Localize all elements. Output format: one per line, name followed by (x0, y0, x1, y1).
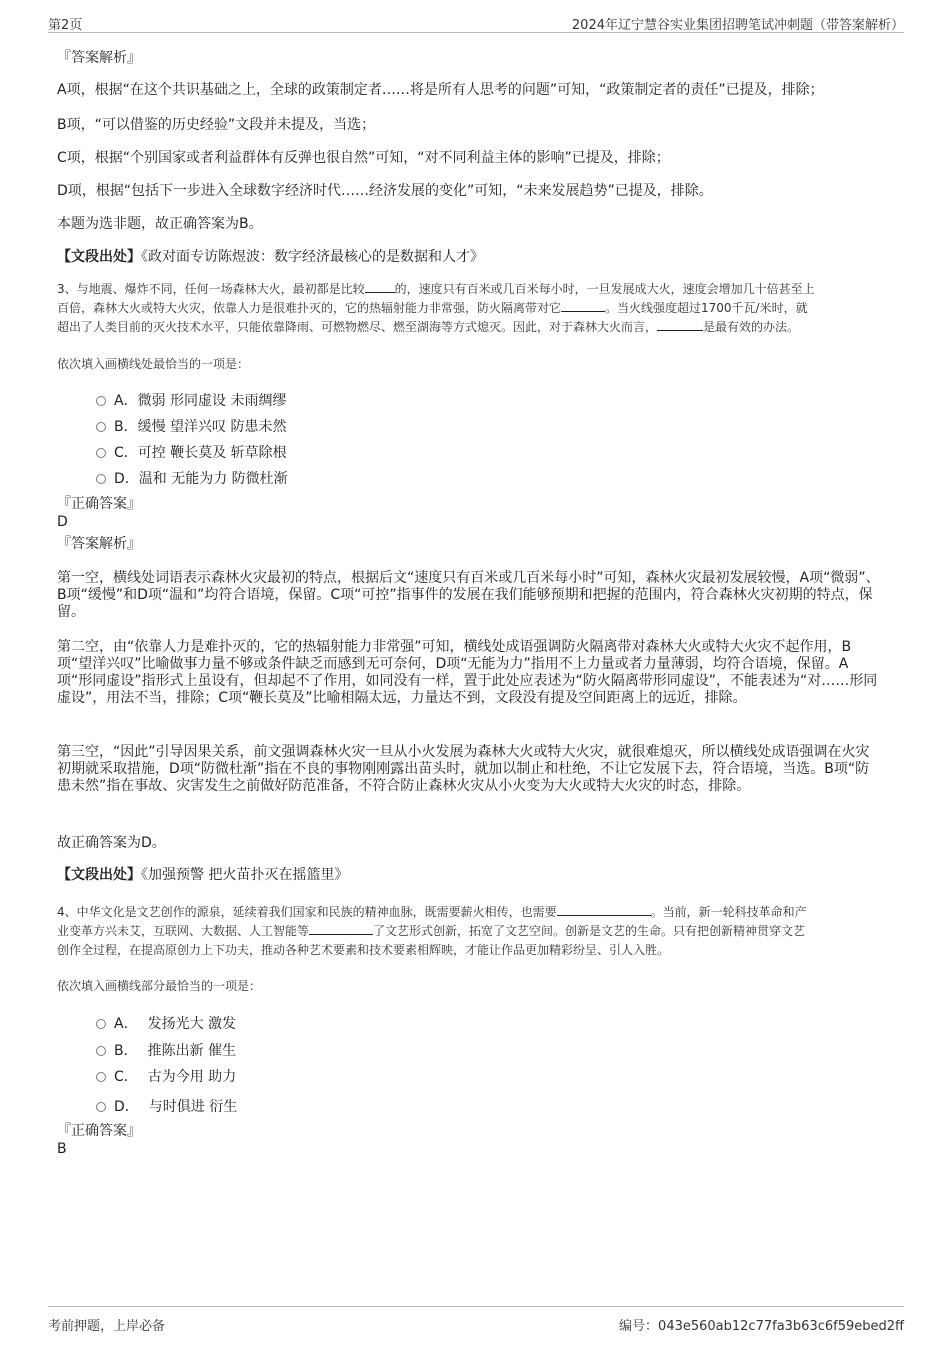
option-text: 可控 鞭长莫及 斩草除根 (137, 445, 287, 461)
option-letter: B． (114, 419, 138, 435)
q3-answer-label: 『正确答案』 (57, 496, 141, 512)
footer-slogan: 考前押题，上岸必备 (48, 1319, 166, 1334)
q3-option-c[interactable] (96, 442, 287, 462)
q4-stem-part: 创作全过程，在提高原创力上下功夫，推动各种艺术要素和技术要素相辉映，才能让作品更加精彩纷呈、引人入胜。 (57, 943, 670, 957)
q4-option-a[interactable] (96, 1013, 236, 1033)
q3-stem (57, 280, 897, 337)
option-letter: D． (114, 471, 139, 487)
q3-analysis-para-2: 第二空，由“依靠人力是难扑灭的，它的热辐射能力非常强”可知，横线处成语强调防火隔离带对森林大火或特大火灾不起作用，B项“望洋兴叹”比喻做事力量不够或条件缺乏而感到无可奈何，D项“无能为力”指用不上力量或者力量薄弱，均符合语境，保留。A项“形同虚设”指形式上虽设有，但却起不了作用，如同没有一样，置于此处应表述为“防火隔离带形同虚设”，不能表述为“对……形同虚设”，用法不当，排除；C项“鞭长莫及”比喻相隔太远，力量达不到，文段没有提及空间距离上的远近，排除。 (57, 639, 878, 706)
q2-analysis-line-a: A项，根据“在这个共识基础之上，全球的政策制定者……将是所有人思考的问题”可知，“政策制定者的责任”已提及，排除； (57, 82, 824, 98)
option-letter: D． (114, 1099, 139, 1115)
q3-stem-part: 百倍，森林大火或特大火灾，依靠人力是很难扑灭的，它的热辐射能力非常强，防火隔离带对它 (57, 301, 562, 315)
document-title: 2024年辽宁慧谷实业集团招聘笔试冲刺题（带答案解析） (571, 18, 904, 33)
radio-icon[interactable] (96, 1019, 106, 1029)
q3-blank-1 (365, 280, 395, 293)
q4-option-c[interactable] (96, 1066, 236, 1086)
q3-option-d[interactable] (96, 468, 288, 488)
q4-stem (57, 903, 897, 960)
q2-source-text: 《政对面专访陈煜波：数字经济最核心的是数据和人才》 (141, 249, 484, 265)
q3-analysis-para-1: 第一空，横线处词语表示森林火灾最初的特点，根据后文“速度只有百米或几百米每小时”可知，森林火灾最初发展较慢，A项“微弱”、B项“缓慢”和D项“温和”均符合语境，保留。C项“可控”指事件的发展在我们能够预期和把握的范围内，符合森林火灾初期的特点，保留。 (57, 570, 880, 620)
q3-blank-3 (657, 318, 703, 331)
radio-icon[interactable] (96, 1046, 106, 1056)
option-letter: A． (114, 393, 138, 409)
q3-stem-part: 3、与地震、爆炸不同，任何一场森林大火，最初都是比较 (57, 282, 365, 296)
option-text: 缓慢 望洋兴叹 防患未然 (137, 419, 287, 435)
q4-blank-2 (309, 922, 373, 935)
q2-conclusion: 本题为选非题，故正确答案为B。 (57, 216, 263, 232)
option-text: 与时俱进 衍生 (148, 1099, 238, 1115)
q2-analysis-line-b: B项，“可以借鉴的历史经验”文段并未提及，当选； (57, 117, 376, 133)
q3-source-text: 《加强预警 把火苗扑灭在摇篮里》 (141, 867, 349, 883)
q2-analysis-label: 『答案解析』 (57, 50, 141, 66)
q3-option-a[interactable] (96, 390, 286, 410)
option-text: 古为今用 助力 (147, 1069, 237, 1085)
q2-source (57, 249, 484, 266)
option-text: 微弱 形同虚设 未雨绸缪 (137, 393, 287, 409)
q2-analysis-line-d: D项，根据“包括下一步进入全球数字经济时代……经济发展的变化”可知，“未来发展趋势”已提及，排除。 (57, 183, 713, 199)
radio-icon[interactable] (96, 448, 106, 458)
q4-instruction: 依次填入画横线部分最恰当的一项是： (57, 979, 262, 993)
q3-answer: D (57, 514, 68, 530)
q4-answer-label: 『正确答案』 (57, 1123, 141, 1139)
radio-icon[interactable] (96, 1102, 106, 1112)
page-number: 第2页 (48, 18, 83, 33)
q3-instruction: 依次填入画横线处最恰当的一项是： (57, 357, 250, 371)
footer-code-value: 043e560ab12c77fa3b63c6f59ebed2ff (658, 1319, 904, 1334)
page-footer (48, 1306, 904, 1337)
q3-stem-part: 超出了人类目前的灭火技术水平，只能依靠降雨、可燃物燃尽、燃至湖海等方式熄灭。因此，对于森林大火而言， (57, 320, 658, 334)
q3-stem-part: 。当火线强度超过1700千瓦/米时，就 (605, 301, 808, 315)
option-letter: B． (114, 1043, 138, 1059)
q2-analysis-line-c: C项，根据“个别国家或者利益群体有反弹也很自然”可知，“对不同利益主体的影响”已提及，排除； (57, 150, 670, 166)
q4-option-d[interactable] (96, 1096, 237, 1116)
page-header (48, 12, 904, 33)
radio-icon[interactable] (96, 422, 106, 432)
q3-conclusion: 故正确答案为D。 (57, 835, 166, 851)
radio-icon[interactable] (96, 474, 106, 484)
q4-blank-1 (557, 903, 651, 916)
q3-analysis-label: 『答案解析』 (57, 536, 141, 552)
q3-stem-part: 的，速度只有百米或几百米每小时，一旦发展成大火，速度会增加几十倍甚至上 (394, 282, 815, 296)
q4-answer: B (57, 1141, 67, 1157)
q4-stem-part: 。当前，新一轮科技革命和产 (650, 905, 807, 919)
q3-analysis-para-3: 第三空，“因此”引导因果关系，前文强调森林火灾一旦从小火发展为森林大火或特大火灾，就很难熄灭，所以横线处成语强调在火灾初期就采取措施，D项“防微杜渐”指在不良的事物刚刚露出苗头时，就加以制止和杜绝，不让它发展下去，符合语境，当选。B项“防患未然”指在事故、灾害发生之前做好防范准备，不符合防止森林火灾从小火变为大火或特大火灾的时态，排除。 (57, 744, 870, 794)
option-letter: C． (114, 445, 138, 461)
option-text: 发扬光大 激发 (147, 1016, 237, 1032)
option-letter: A． (114, 1016, 138, 1032)
q2-source-label: 【文段出处】 (57, 249, 141, 265)
option-text: 温和 无能为力 防微杜渐 (138, 471, 288, 487)
q4-stem-part: 了文艺形式创新，拓宽了文艺空间。创新是文艺的生命。只有把创新精神贯穿文艺 (373, 924, 806, 938)
q3-stem-part: 是最有效的办法。 (703, 320, 800, 334)
q3-source (57, 867, 348, 884)
radio-icon[interactable] (96, 1072, 106, 1082)
footer-code-label: 编号： (619, 1319, 659, 1334)
q3-blank-2 (561, 299, 605, 312)
radio-icon[interactable] (96, 396, 106, 406)
q3-option-b[interactable] (96, 416, 287, 436)
option-text: 推陈出新 催生 (147, 1043, 237, 1059)
q4-option-b[interactable] (96, 1040, 236, 1060)
q4-stem-part: 4、中华文化是文艺创作的源泉，延续着我们国家和民族的精神血脉，既需要薪火相传，也需要 (57, 905, 557, 919)
q3-source-label: 【文段出处】 (57, 867, 141, 883)
q4-stem-part: 业变革方兴未艾，互联网、大数据、人工智能等 (57, 924, 310, 938)
option-letter: C． (114, 1069, 138, 1085)
footer-code (619, 1315, 904, 1334)
